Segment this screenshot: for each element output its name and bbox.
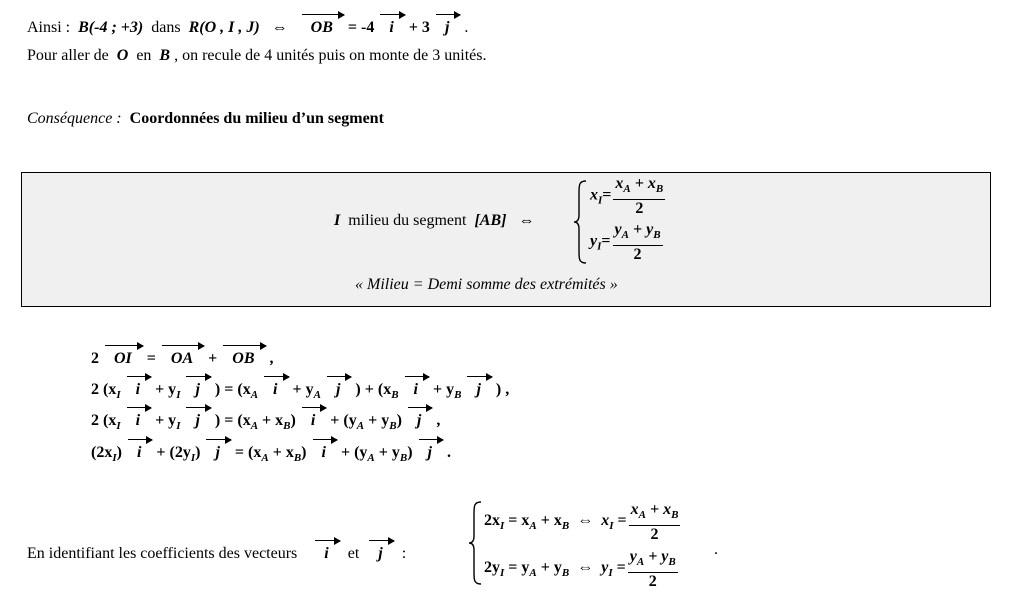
fraction-y: $\frac{y_A + y_B}{2}$ [614,221,661,263]
identification-row-y: $2y_I = y_A + y_B$ ⇔ $y_I$ = $\frac{y_A + y_B}{2}$ [484,548,676,590]
vector-j: j [369,538,391,564]
vector-j: j [186,405,208,431]
explanation-end: , on recule de 4 unités puis on monte de 3 unités. [174,47,487,64]
intro-eq: = -4 [347,19,375,36]
vector-i: i [380,12,402,38]
consequence-label: Conséquence : [27,110,122,127]
point-i: I [334,212,341,229]
vector-j: j [206,437,228,463]
equiv-symbol: ⇔ [271,19,288,36]
consequence-title: Coordonnées du milieu d’un segment [129,110,384,127]
intro-dot: . [464,19,469,36]
point-o: O [116,47,129,64]
theorem-box [21,172,991,307]
identification-row-x: $2x_I = x_A + x_B$ ⇔ $x_I$ = $\frac{x_A + x_B}{2}$ [484,501,679,543]
formula-y: $y_I=$ $\frac{y_A + y_B}{2}$ [590,221,661,263]
identification-text: En identifiant les coefficients des vecteurs i et j : [27,538,406,564]
vector-oa: OA [162,343,202,369]
derivation-line-4: $(2x_I)$ $i + (2y_I)$ $j = (x_A + x_B)$ $i + (y_A + y_B)$ j . [91,437,451,468]
vector-i: i [313,437,335,463]
vector-i: i [264,374,286,400]
intro-line [27,12,468,38]
vector-i: i [127,405,149,431]
derivation-line-3: 2 ($x_I$ $i + y_I$ j ) = $(x_A + x_B)$ $i + (y_A + y_B)$ j , [91,405,440,436]
system-brace [572,179,588,265]
vector-j: j [327,374,349,400]
consequence-heading [27,109,384,129]
vector-i: i [127,374,149,400]
vector-j: j [186,374,208,400]
point-b: B [159,47,171,64]
fraction-x: $\frac{x_A + x_B}{2}$ [615,175,664,217]
theorem-caption: « Milieu = Demi somme des extrémités » [355,276,618,293]
fraction-x: $\frac{x_A + x_B}{2}$ [630,501,679,543]
derivation-line-1: 2 OI = OA + OB , [91,343,274,369]
intro-ainsi: Ainsi [27,19,62,36]
vector-ob: OB [223,343,263,369]
repere: R(O , I , J) [188,19,260,36]
vector-j: j [467,374,489,400]
intro-plus3: + 3 [408,19,430,36]
vector-oi: OI [105,343,141,369]
vector-ob: OB [302,12,342,38]
formula-x: $x_I=$ $\frac{x_A + x_B}{2}$ [590,175,664,217]
equiv-symbol: ⇔ [518,212,535,229]
vector-i: i [128,437,150,463]
fraction-y: $\frac{y_A + y_B}{2}$ [629,548,676,590]
explanation-start: Pour aller de [27,47,109,64]
derivation-line-2: 2 ($x_I$ $i + y_I$ j ) = ($x_A$ $i + y_A$ j ) + ($x_B$ $i + y_B$ j ) , [91,374,509,405]
segment-ab: [AB] [474,212,507,229]
identification-dot: . [714,541,718,558]
vector-j: j [436,12,458,38]
identification-brace [467,500,483,586]
point-b-coords: B(-4 ; +3) [78,19,144,36]
vector-j: j [408,405,430,431]
theorem-text: milieu du segment [348,212,467,229]
intro-colon: : [65,19,71,36]
vector-i: i [315,538,337,564]
theorem-statement [334,211,534,231]
vector-i: i [302,405,324,431]
explanation-en: en [136,47,152,64]
explanation-line [27,46,486,66]
vector-j: j [419,437,441,463]
intro-dans: dans [151,19,181,36]
vector-i: i [405,374,427,400]
